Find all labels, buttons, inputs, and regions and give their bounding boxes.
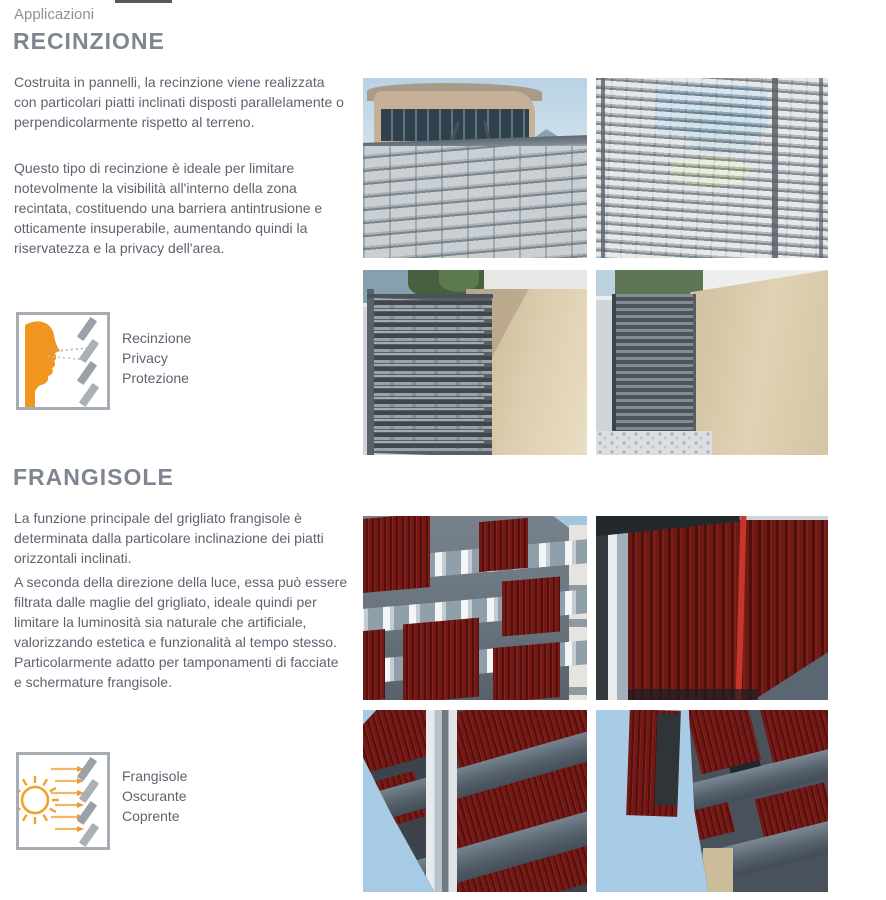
paragraph-frangisole-2: A seconda della direzione della luce, essa può essere filtrata dalle maglie del grigliato, ideale quindi per limitare la luminosità sia naturale che artificiale, valorizzando estetica e funzionalità al tempo stesso. Particolarmente adatto per tamponamenti di facciate e schermature frangisole. — [14, 574, 348, 690]
fence-post-layer — [367, 289, 374, 456]
cropped-header-bar — [115, 0, 172, 3]
red-grille-panel — [479, 518, 528, 572]
photo-frangisole-grille-closeup — [596, 516, 828, 700]
photo-recinzione-grid-closeup — [596, 78, 828, 258]
photo-frangisole-facade — [363, 516, 587, 700]
building-mass-layer — [689, 710, 828, 892]
icon-label: Privacy — [122, 350, 168, 366]
sun-louvre-icon — [16, 752, 110, 850]
icon-label: Coprente — [122, 808, 180, 824]
photo-recinzione-gate-gravel — [596, 270, 828, 455]
section-title-recinzione: RECINZIONE — [13, 28, 165, 54]
page-eyebrow: Applicazioni — [14, 6, 95, 23]
beige-wall-layer — [675, 270, 828, 455]
fence-post-layer — [601, 78, 605, 258]
photo-frangisole-corner — [363, 710, 587, 892]
window-frame-layer — [608, 527, 629, 700]
dark-window-layer — [655, 713, 681, 805]
red-grille-panel — [502, 576, 560, 636]
slat-glint-layer — [372, 298, 484, 450]
icon-label: Oscurante — [122, 788, 187, 804]
fence-post-layer — [772, 78, 778, 258]
icon-label: Recinzione — [122, 330, 192, 346]
paragraph-recinzione-1: Costruita in pannelli, la recinzione viene realizzata con particolari piatti inclinati disposti parallelamente o perpendicolarmente rispetto al terreno. — [14, 74, 344, 130]
icon-label: Frangisole — [122, 768, 188, 784]
paragraph-recinzione-2: Questo tipo di recinzione è ideale per limitare notevolmente la visibilità all'interno della zona recintata, costituendo una barriera antintrusione e otticamente insuperabile, aumentando quindi la riservatezza e la privacy dell'area. — [14, 160, 323, 256]
privacy-head-louvre-icon-svg — [19, 315, 107, 407]
privacy-head-louvre-icon — [16, 312, 110, 410]
photo-frangisole-facade-sky — [596, 710, 828, 892]
louvre-grid-layer — [596, 78, 828, 258]
fence-joints-layer — [363, 146, 587, 258]
slat-gate-layer — [612, 294, 696, 444]
gravel-layer — [596, 431, 712, 455]
photo-recinzione-fence-building — [363, 78, 587, 258]
fence-post-layer — [819, 78, 823, 258]
corner-column-layer — [426, 710, 457, 892]
red-grille-panel — [363, 629, 385, 700]
red-grille-panel — [403, 618, 479, 700]
icon-labels-recinzione — [122, 328, 191, 388]
red-grille-panel — [493, 642, 560, 700]
paragraph-frangisole-1: La funzione principale del grigliato frangisole è determinata dalla particolare inclinazione dei piatti orizzontali inclinati. — [14, 510, 324, 566]
shadow-layer — [628, 689, 758, 700]
photo-recinzione-panel-wall — [363, 270, 587, 455]
icon-labels-frangisole — [122, 766, 187, 826]
tan-building-layer — [703, 848, 734, 892]
section-title-frangisole: FRANGISOLE — [13, 464, 174, 490]
icon-label: Protezione — [122, 370, 189, 386]
red-grille-panel — [363, 516, 430, 593]
sun-louvre-icon-svg — [19, 755, 107, 847]
fence-rail-layer — [367, 294, 492, 298]
